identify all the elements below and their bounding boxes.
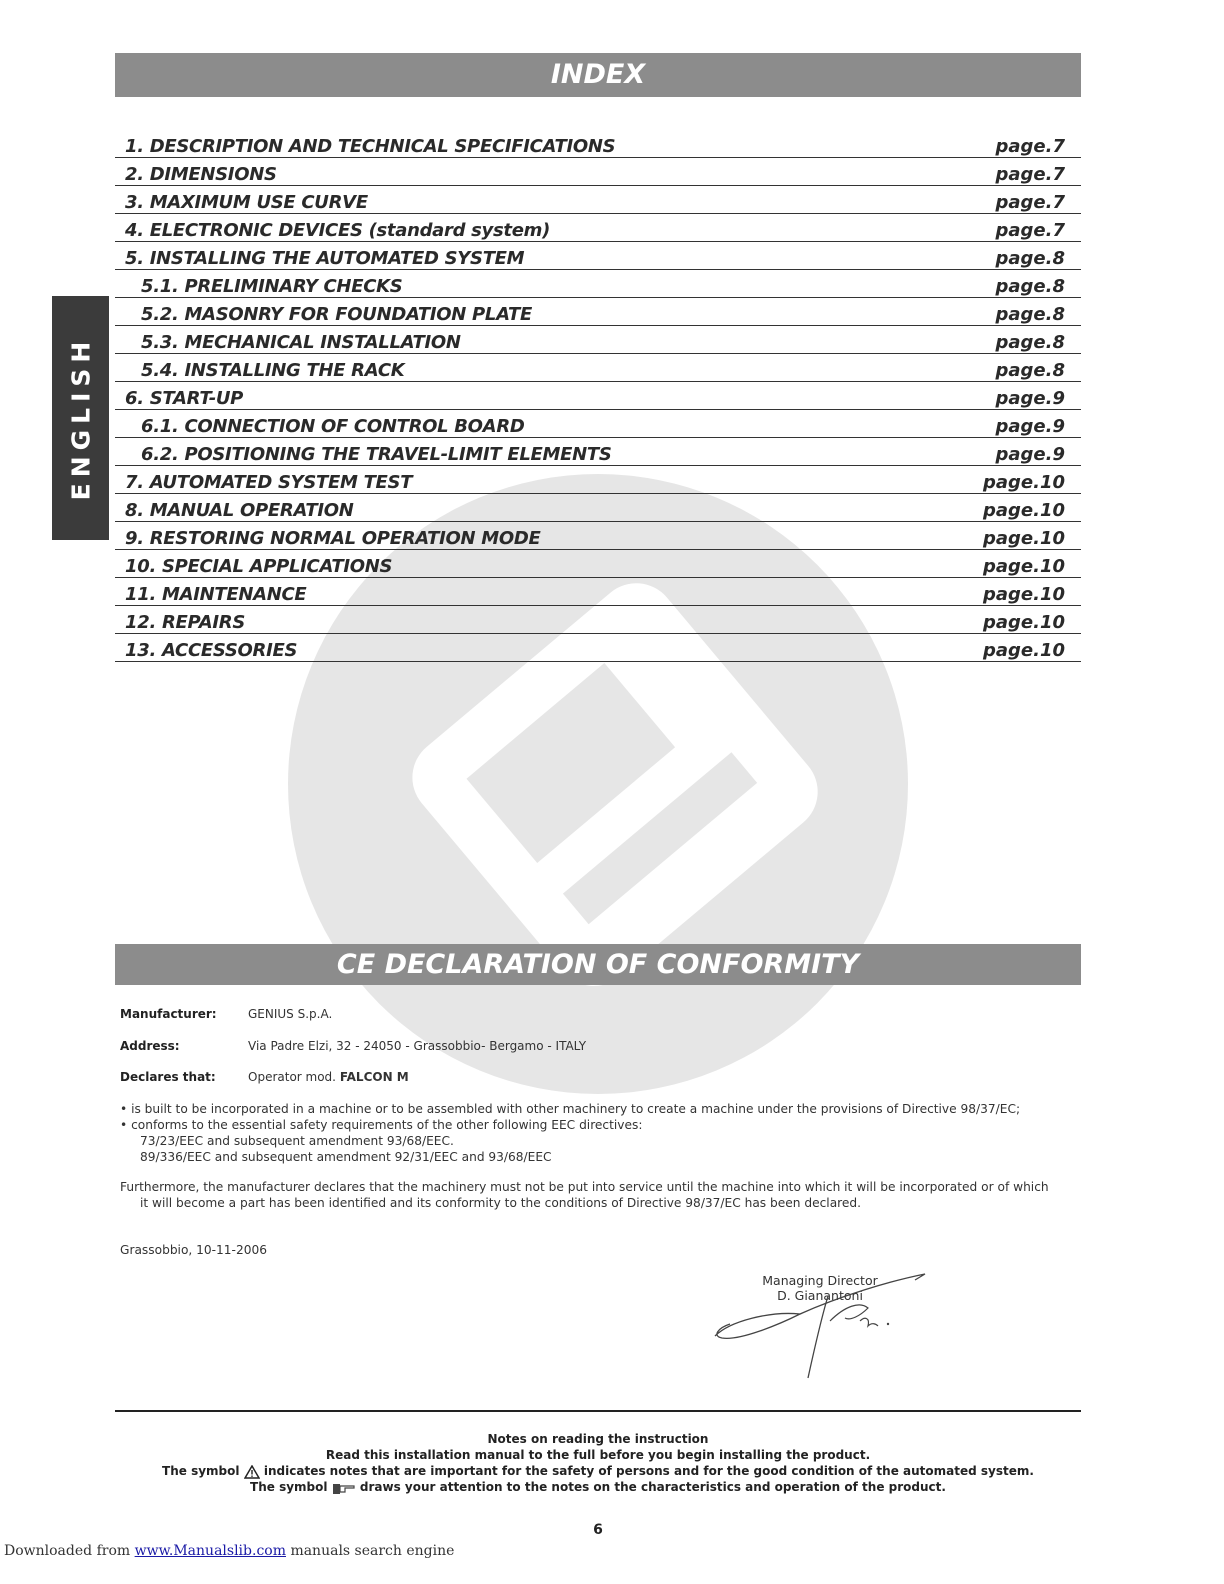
toc-entry[interactable]	[115, 186, 1081, 214]
toc-entry[interactable]	[115, 522, 1081, 550]
toc-entry-page: page.7	[995, 164, 1065, 185]
toc-entry[interactable]	[115, 550, 1081, 578]
toc-entry[interactable]	[115, 326, 1081, 354]
toc-entry-label: 4. ELECTRONIC DEVICES (standard system)	[125, 220, 551, 241]
notes-line-1: Read this installation manual to the full before you begin installing the product.	[325, 1448, 871, 1462]
download-footer	[4, 1543, 454, 1559]
toc-entry-label: 10. SPECIAL APPLICATIONS	[125, 556, 393, 577]
toc-entry-page: page.10	[982, 640, 1065, 661]
signatory-title: Managing Director	[762, 1273, 878, 1288]
toc-entry-page: page.8	[995, 276, 1065, 297]
toc-entry-page: page.8	[995, 248, 1065, 269]
toc-entry[interactable]	[115, 382, 1081, 410]
toc-entry[interactable]	[115, 158, 1081, 186]
toc-entry-page: page.8	[995, 332, 1065, 353]
handwritten-signature	[710, 1266, 940, 1386]
furthermore-paragraph	[120, 1179, 1080, 1211]
toc-entry-page: page.10	[982, 500, 1065, 521]
toc-entry-label: 5.2. MASONRY FOR FOUNDATION PLATE	[141, 304, 532, 325]
toc-entry-page: page.10	[982, 584, 1065, 605]
toc-entry-page: page.7	[995, 192, 1065, 213]
toc-entry-label: 7. AUTOMATED SYSTEM TEST	[125, 472, 413, 493]
directive-line-2: 89/336/EEC and subsequent amendment 92/31/EEC and 93/68/EEC	[140, 1150, 552, 1164]
toc-entry[interactable]	[115, 298, 1081, 326]
directive-list	[120, 1101, 1080, 1165]
address-row	[120, 1039, 1080, 1055]
notes-line-3: The symbol draws your attention to the notes on the characteristics and operation of the product.	[250, 1480, 946, 1494]
toc-entry-label: 6.1. CONNECTION OF CONTROL BOARD	[141, 416, 525, 437]
footer-suffix: manuals search engine	[290, 1543, 455, 1559]
toc-entry-label: 13. ACCESSORIES	[125, 640, 298, 661]
toc-entry-label: 6.2. POSITIONING THE TRAVEL-LIMIT ELEMENTS	[141, 444, 612, 465]
toc-entry-page: page.10	[982, 528, 1065, 549]
manufacturer-label: Manufacturer:	[120, 1007, 217, 1021]
toc-entry-label: 5.4. INSTALLING THE RACK	[141, 360, 405, 381]
furthermore-line-1: Furthermore, the manufacturer declares that the machinery must not be put into service until the machine into which it will be incorporated or of which	[120, 1180, 1049, 1194]
toc-entry-page: page.9	[995, 444, 1065, 465]
page-number: 6	[593, 1522, 603, 1538]
toc-entry-label: 2. DIMENSIONS	[125, 164, 277, 185]
notes-line-2: The symbol indicates notes that are important for the safety of persons and for the good condition of the automated system.	[162, 1464, 1034, 1478]
toc-entry-page: page.9	[995, 416, 1065, 437]
reading-notes	[115, 1431, 1081, 1495]
toc-entry[interactable]	[115, 410, 1081, 438]
toc-entry-label: 11. MAINTENANCE	[125, 584, 307, 605]
bullet-conforms: • conforms to the essential safety requirements of the other following EEC directives:	[120, 1118, 643, 1132]
toc-entry[interactable]	[115, 466, 1081, 494]
language-label: ENGLISH	[66, 335, 95, 501]
toc-entry-label: 5. INSTALLING THE AUTOMATED SYSTEM	[125, 248, 525, 269]
model-name: FALCON M	[339, 1070, 409, 1084]
pointing-hand-icon	[332, 1481, 356, 1495]
manualslib-link[interactable]: www.Manualslib.com	[134, 1543, 286, 1559]
ce-title-band	[115, 944, 1081, 985]
toc-entry-label: 5.3. MECHANICAL INSTALLATION	[141, 332, 461, 353]
warning-triangle-icon	[244, 1465, 260, 1479]
language-side-tab	[52, 296, 109, 540]
toc-entry[interactable]	[115, 578, 1081, 606]
toc-entry-page: page.9	[995, 388, 1065, 409]
toc-entry-label: 8. MANUAL OPERATION	[125, 500, 354, 521]
toc-entry-page: page.10	[982, 612, 1065, 633]
toc-entry-label: 5.1. PRELIMINARY CHECKS	[141, 276, 403, 297]
index-title: INDEX	[550, 59, 646, 90]
toc-entry-label: 9. RESTORING NORMAL OPERATION MODE	[125, 528, 541, 549]
toc-entry-page: page.7	[995, 136, 1065, 157]
directive-line-1: 73/23/EEC and subsequent amendment 93/68/EEC.	[140, 1134, 454, 1148]
manufacturer-row	[120, 1007, 1080, 1023]
declares-value	[248, 1070, 409, 1084]
toc-entry[interactable]	[115, 494, 1081, 522]
address-label: Address:	[120, 1039, 180, 1053]
toc-entry[interactable]	[115, 438, 1081, 466]
toc-entry-page: page.10	[982, 472, 1065, 493]
toc-entry[interactable]	[115, 242, 1081, 270]
table-of-contents	[115, 130, 1081, 662]
toc-entry[interactable]	[115, 214, 1081, 242]
toc-entry[interactable]	[115, 270, 1081, 298]
place-date: Grassobbio, 10-11-2006	[120, 1243, 267, 1257]
footer-prefix: Downloaded from	[4, 1543, 131, 1559]
toc-entry-label: 1. DESCRIPTION AND TECHNICAL SPECIFICATIONS	[125, 136, 616, 157]
toc-entry[interactable]	[115, 606, 1081, 634]
notes-heading: Notes on reading the instruction	[487, 1432, 709, 1446]
toc-entry-page: page.8	[995, 304, 1065, 325]
furthermore-line-2: it will become a part has been identified and its conformity to the conditions of Directive 98/37/EC has been declared.	[140, 1196, 862, 1210]
index-title-band	[115, 53, 1081, 97]
ce-title: CE DECLARATION OF CONFORMITY	[336, 949, 860, 980]
address-value: Via Padre Elzi, 32 - 24050 - Grassobbio- Bergamo - ITALY	[248, 1039, 587, 1053]
declares-label: Declares that:	[120, 1070, 216, 1084]
toc-entry-label: 3. MAXIMUM USE CURVE	[125, 192, 368, 213]
manufacturer-value: GENIUS S.p.A.	[248, 1007, 333, 1021]
toc-entry-page: page.8	[995, 360, 1065, 381]
declares-row	[120, 1070, 1080, 1086]
toc-entry-page: page.7	[995, 220, 1065, 241]
bullet-incorporated: • is built to be incorporated in a machine or to be assembled with other machinery to create a machine under the provisions of Directive 98/37/EC;	[120, 1102, 1021, 1116]
toc-entry-label: 12. REPAIRS	[125, 612, 246, 633]
toc-entry-page: page.10	[982, 556, 1065, 577]
signatory-name: D. Gianantoni	[777, 1288, 863, 1303]
toc-entry[interactable]	[115, 354, 1081, 382]
toc-entry-label: 6. START-UP	[125, 388, 244, 409]
toc-entry[interactable]	[115, 634, 1081, 662]
declares-prefix: Operator mod.	[248, 1070, 336, 1084]
toc-entry[interactable]	[115, 130, 1081, 158]
notes-divider	[115, 1410, 1081, 1412]
